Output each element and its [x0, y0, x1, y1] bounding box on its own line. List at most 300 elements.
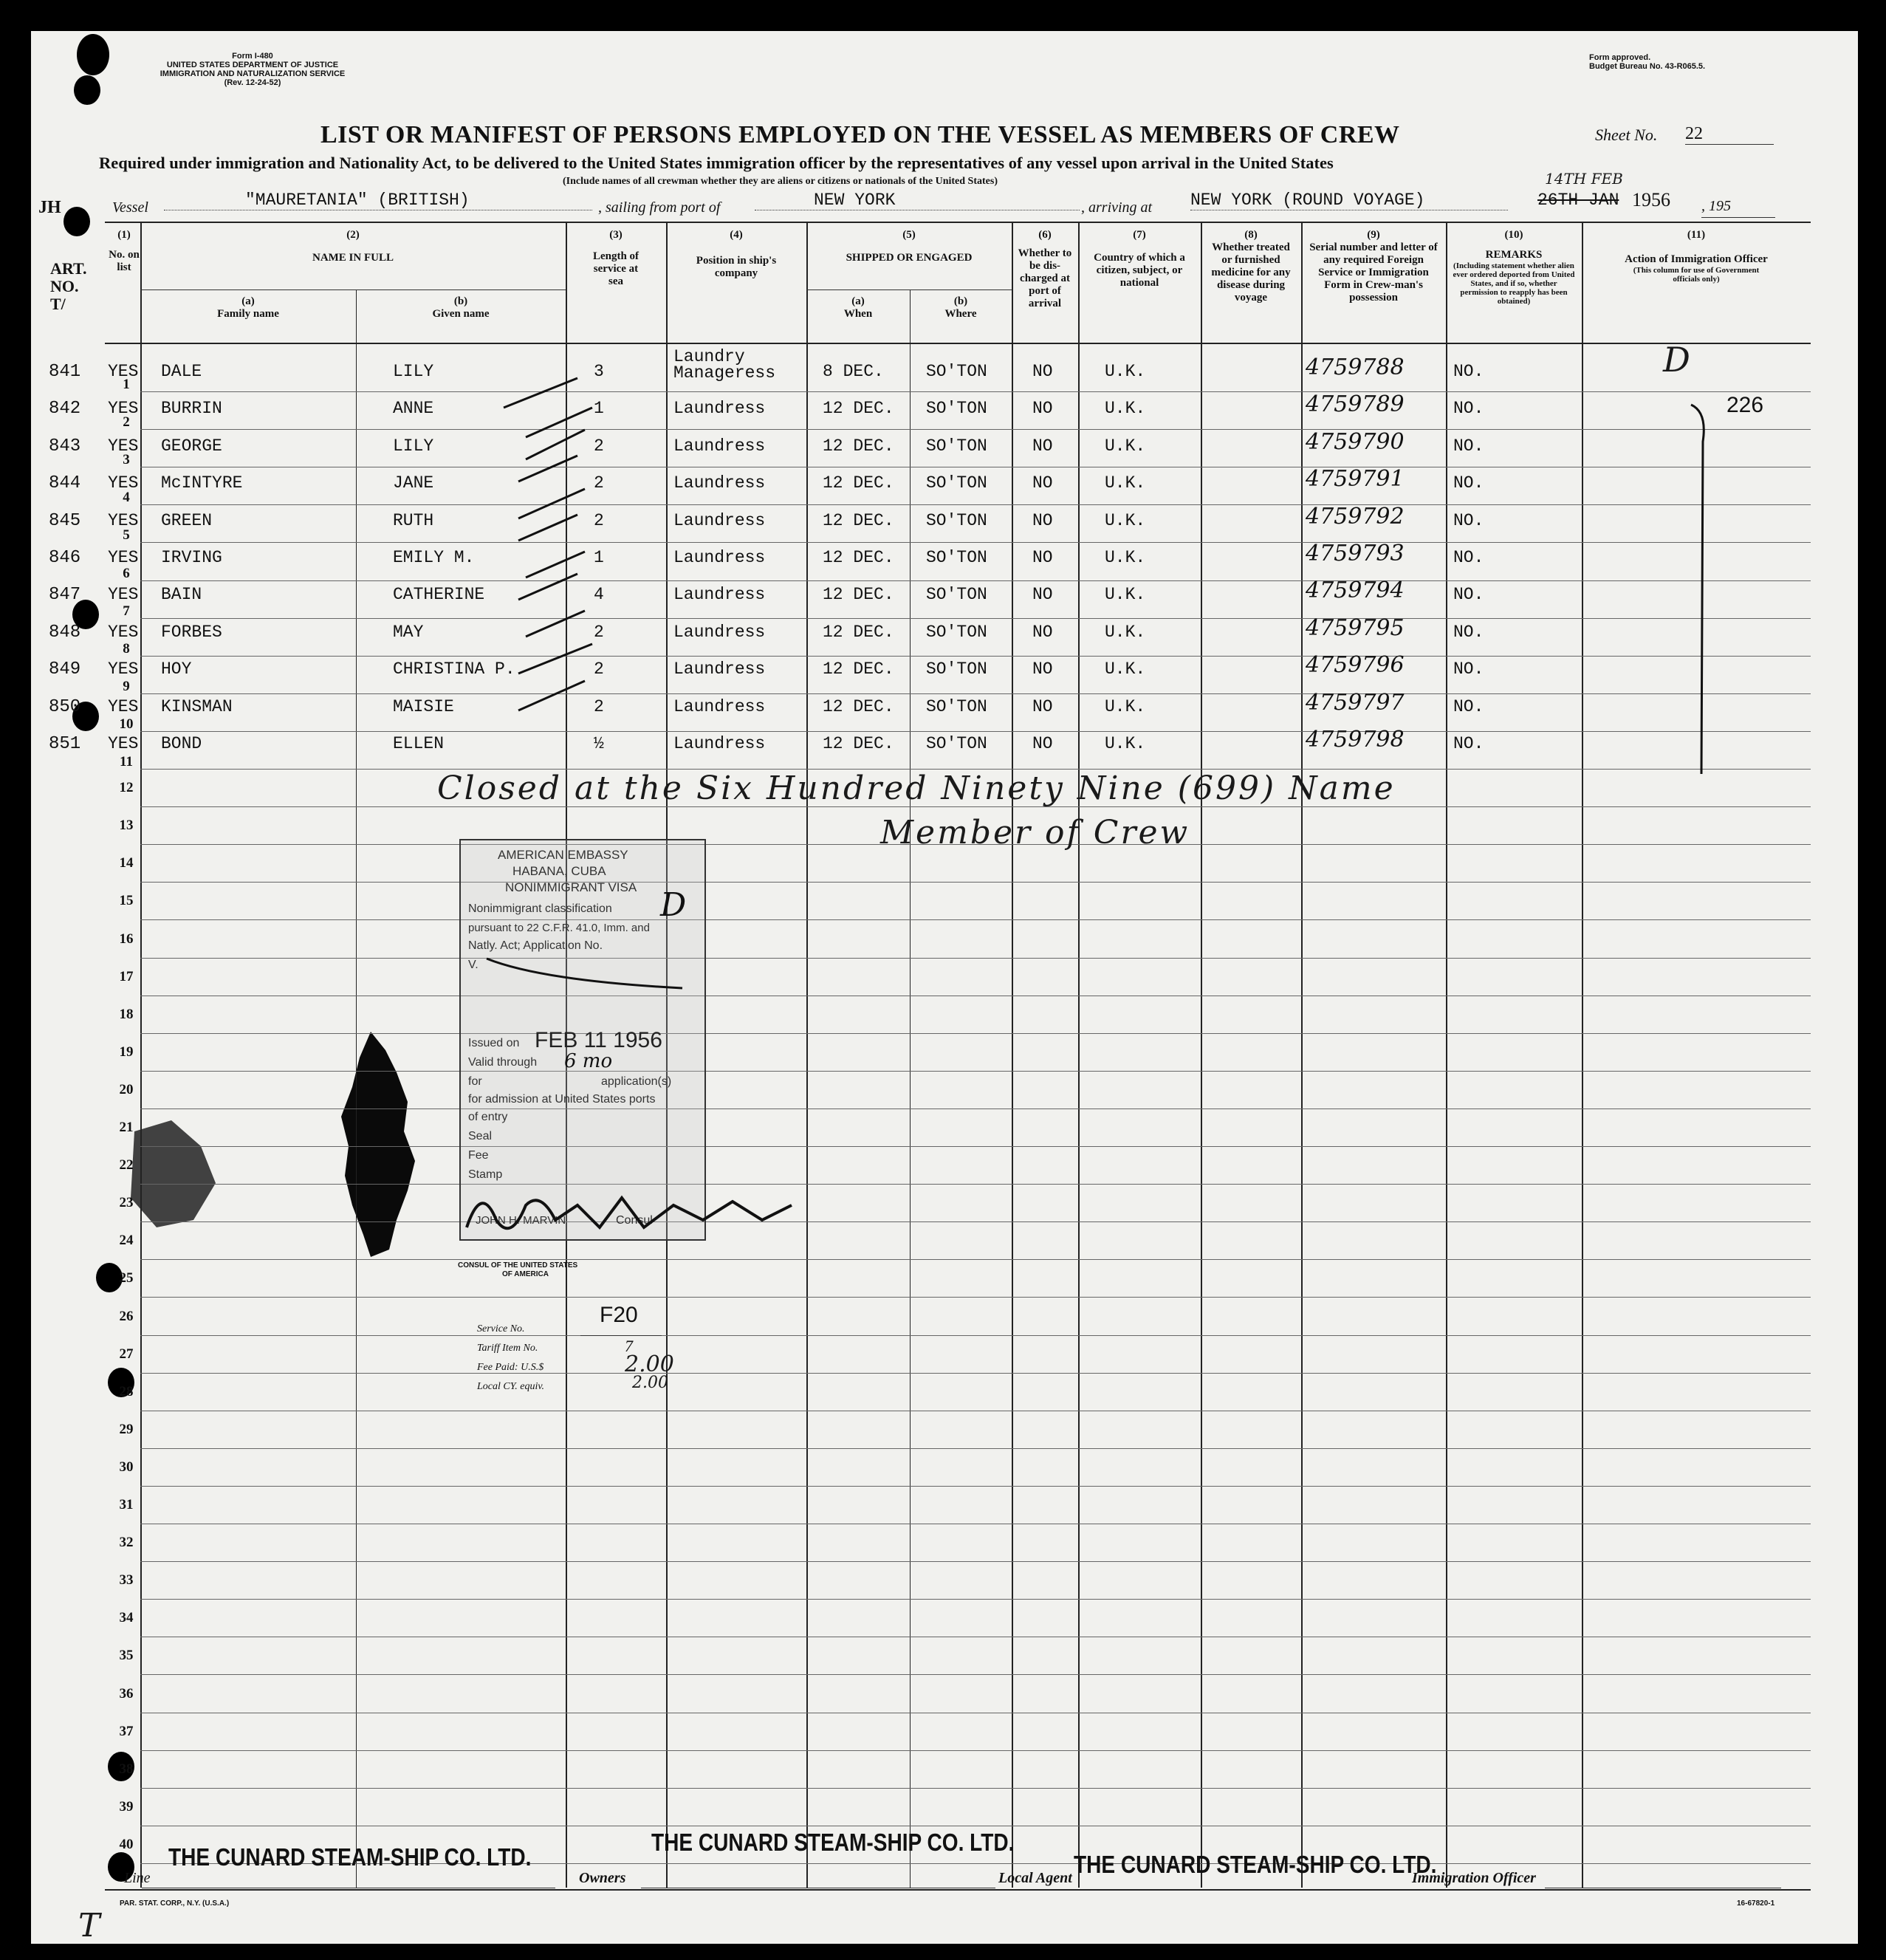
- line-number: 32: [119, 1535, 134, 1550]
- row-discharge: NO: [1032, 473, 1053, 493]
- row-on-list: YES: [108, 659, 139, 679]
- line-number: 8: [123, 641, 130, 657]
- subheader-rule: [806, 289, 1012, 290]
- subtitle: Required under immigration and Nationality Act, to be delivered to the United States immigration officer by the representatives of any vessel upon arrival in the United States: [99, 154, 1334, 172]
- row-given-name: MAY: [393, 623, 424, 642]
- col1-num: (1): [117, 229, 131, 241]
- row-discharge: NO: [1032, 734, 1053, 753]
- footer-agent-label: Local Agent: [998, 1870, 1072, 1886]
- row-shipped-when: 12 DEC.: [823, 585, 894, 604]
- col-rule: [1301, 223, 1303, 1888]
- line-number: 26: [119, 1309, 134, 1324]
- line-number: 31: [119, 1497, 134, 1512]
- row-art-number: 847: [49, 585, 81, 605]
- revision: (Rev. 12-24-52): [224, 78, 281, 87]
- col1-label: No. on list: [109, 249, 140, 273]
- line-number: 27: [119, 1346, 134, 1362]
- row-rule: [140, 429, 1811, 430]
- row-given-name: JANE: [393, 473, 434, 493]
- stamp-classification-label: Nonimmigrant classification: [468, 902, 612, 915]
- closing-note-line2: Member of Crew: [880, 814, 1190, 851]
- row-given-name: RUTH: [393, 511, 434, 530]
- col5b-header: [910, 295, 1012, 321]
- stamp-for-label: for: [468, 1075, 482, 1088]
- stamp-visa-type: NONIMMIGRANT VISA: [505, 880, 637, 894]
- col4-header: [666, 229, 806, 280]
- row-length-of-service: 2: [594, 623, 604, 642]
- stamp-consul: Consul: [616, 1214, 653, 1227]
- arriving-label: , arriving at: [1081, 199, 1153, 216]
- punch-hole: [64, 207, 90, 236]
- col5-num: (5): [902, 229, 916, 241]
- row-shipped-where: SO'TON: [926, 362, 987, 381]
- row-country: U.K.: [1105, 623, 1146, 642]
- col9-header: [1301, 229, 1446, 304]
- row-given-name: LILY: [393, 362, 434, 381]
- row-discharge: NO: [1032, 399, 1053, 418]
- row-family-name: IRVING: [161, 548, 222, 567]
- row-rule: [140, 1561, 1811, 1562]
- row-art-number: 846: [49, 548, 81, 568]
- row-rule: [140, 1750, 1811, 1751]
- sheet-label: Sheet No.: [1595, 126, 1658, 144]
- row-length-of-service: 2: [594, 659, 604, 679]
- page-title: LIST OR MANIFEST OF PERSONS EMPLOYED ON THE VESSEL AS MEMBERS OF CREW: [320, 121, 1400, 148]
- col3-label: Length of service at sea: [592, 250, 639, 287]
- col5a-label: When: [843, 308, 873, 320]
- arriving-port: NEW YORK (ROUND VOYAGE): [1190, 191, 1508, 210]
- col2-num: (2): [346, 229, 360, 241]
- row-position: Laundress: [673, 697, 766, 716]
- stamp-classification-value: D: [660, 886, 687, 924]
- line-number: 40: [119, 1837, 134, 1852]
- line-number: 2: [123, 414, 130, 430]
- row-discharge: NO: [1032, 659, 1053, 679]
- stamp-act: Natly. Act; Application No.: [468, 939, 603, 952]
- row-rule: [140, 618, 1811, 619]
- row-rule: [140, 1184, 1811, 1185]
- row-discharge: NO: [1032, 436, 1053, 456]
- row-rule: [140, 919, 1811, 920]
- col2-header: [140, 229, 566, 264]
- row-rule: [140, 542, 1811, 543]
- row-position: Laundry Manageress: [673, 347, 776, 383]
- row-country: U.K.: [1105, 436, 1146, 456]
- fee-code: F20: [600, 1303, 638, 1327]
- row-serial-number: 4759792: [1306, 504, 1405, 530]
- line-number: 28: [119, 1384, 134, 1399]
- local-equiv-label: Local CY. equiv.: [477, 1381, 545, 1392]
- col2a-label: Family name: [217, 308, 279, 320]
- row-position: Laundress: [673, 659, 766, 679]
- closing-note-line1: Closed at the Six Hundred Ninety Nine (699) Name: [437, 770, 1396, 807]
- arrival-year: 1956: [1632, 189, 1670, 210]
- arrival-date-struck: 26TH JAN: [1537, 191, 1619, 210]
- stamp-stamp: Stamp: [468, 1168, 503, 1181]
- vessel-name: "MAURETANIA" (BRITISH): [164, 191, 592, 210]
- row-shipped-when: 8 DEC.: [823, 362, 884, 381]
- row-serial-number: 4759788: [1306, 354, 1405, 380]
- row-given-name: ANNE: [393, 399, 434, 418]
- row-discharge: NO: [1032, 623, 1053, 642]
- row-length-of-service: 3: [594, 362, 604, 381]
- row-remarks: NO.: [1453, 585, 1484, 604]
- row-shipped-when: 12 DEC.: [823, 399, 894, 418]
- row-rule: [140, 693, 1811, 694]
- row-length-of-service: ½: [594, 734, 604, 753]
- row-on-list: YES: [108, 362, 139, 381]
- form-code: 16-67820-1: [1737, 1899, 1775, 1908]
- service-no-label: Service No.: [477, 1323, 525, 1334]
- col5b-label: Where: [944, 308, 977, 320]
- row-position: Laundress: [673, 436, 766, 456]
- service: IMMIGRATION AND NATURALIZATION SERVICE: [160, 69, 346, 78]
- col-rule: [806, 223, 808, 1888]
- row-serial-number: 4759795: [1306, 615, 1405, 641]
- crew-table-frame: [105, 222, 1811, 1891]
- line-number: 23: [119, 1195, 134, 1210]
- col7-header: [1078, 229, 1201, 289]
- col-rule: [1446, 223, 1447, 1888]
- line-number: 38: [119, 1761, 134, 1777]
- consul-title-line2: OF AMERICA: [502, 1270, 549, 1278]
- col11-note: (This column for use of Government officials only): [1633, 266, 1760, 284]
- line-number: 10: [119, 716, 134, 732]
- row-rule: [140, 1071, 1811, 1072]
- row-shipped-where: SO'TON: [926, 436, 987, 456]
- row-shipped-where: SO'TON: [926, 623, 987, 642]
- footer-line-value: THE CUNARD STEAM-SHIP CO. LTD.: [168, 1843, 532, 1871]
- col9-label: Serial number and letter of any required Foreign Service or Immigration Form in Crew-man's possession: [1309, 241, 1438, 304]
- stamp-valid-label: Valid through: [468, 1056, 538, 1069]
- sheet-number: 22: [1685, 124, 1774, 145]
- tariff-value: 7: [625, 1337, 633, 1355]
- subheader-rule: [140, 289, 566, 290]
- form-approval: [1589, 53, 1705, 71]
- row-rule: [140, 391, 1811, 392]
- row-given-name: ELLEN: [393, 734, 445, 753]
- row-discharge: NO: [1032, 585, 1053, 604]
- row-shipped-when: 12 DEC.: [823, 511, 894, 530]
- service-no-field: [580, 1323, 662, 1336]
- row-length-of-service: 1: [594, 399, 604, 418]
- row-shipped-when: 12 DEC.: [823, 623, 894, 642]
- row-remarks: NO.: [1453, 548, 1484, 567]
- line-number: 36: [119, 1686, 134, 1702]
- art-label: ART.: [50, 259, 87, 278]
- row-country: U.K.: [1105, 362, 1146, 381]
- row-serial-number: 4759789: [1306, 391, 1405, 417]
- col8-num: (8): [1244, 229, 1258, 241]
- row-shipped-where: SO'TON: [926, 697, 987, 716]
- row-rule: [140, 958, 1811, 959]
- row-country: U.K.: [1105, 697, 1146, 716]
- row-on-list: YES: [108, 585, 139, 604]
- row-rule: [140, 1448, 1811, 1449]
- row-rule: [140, 1788, 1811, 1789]
- footer-owners-label: Owners: [579, 1870, 626, 1886]
- row-remarks: NO.: [1453, 511, 1484, 530]
- stamp-city: HABANA, CUBA: [512, 864, 606, 878]
- rule: [1701, 217, 1775, 218]
- row-family-name: BURRIN: [161, 399, 222, 418]
- row-serial-number: 4759796: [1306, 652, 1405, 678]
- stamp-admission: for admission at United States ports: [468, 1093, 656, 1106]
- line-number: 15: [119, 893, 134, 908]
- stamp-v: V.: [468, 959, 479, 971]
- line-number: 12: [119, 780, 134, 795]
- line-number: 13: [119, 818, 134, 833]
- footer-agent-value: THE CUNARD STEAM-SHIP CO. LTD.: [1074, 1851, 1437, 1878]
- line-number: 33: [119, 1572, 134, 1588]
- row-on-list: YES: [108, 623, 139, 642]
- col5-header: [806, 229, 1012, 264]
- action-bracket: [1685, 397, 1715, 781]
- col-rule: [1582, 223, 1583, 1888]
- row-shipped-when: 12 DEC.: [823, 436, 894, 456]
- row-shipped-where: SO'TON: [926, 548, 987, 567]
- action-d-mark: D: [1663, 340, 1690, 380]
- row-rule: [140, 1297, 1811, 1298]
- col10-header: [1446, 229, 1582, 306]
- col-rule: [1012, 223, 1013, 1888]
- row-on-list: YES: [108, 399, 139, 418]
- col5a-header: [806, 295, 910, 321]
- col11-label: Action of Immigration Officer: [1625, 253, 1768, 265]
- manifest-sheet: [31, 31, 1858, 1944]
- line-number: 30: [119, 1459, 134, 1475]
- art-t-label: T/: [50, 295, 66, 313]
- row-shipped-where: SO'TON: [926, 399, 987, 418]
- arrival-date-handwritten: 14TH FEB: [1545, 170, 1623, 188]
- line-number: 9: [123, 679, 130, 694]
- vessel-label: Vessel: [112, 199, 148, 216]
- col2b-label: Given name: [432, 308, 490, 320]
- row-given-name: CATHERINE: [393, 585, 485, 604]
- row-remarks: NO.: [1453, 473, 1484, 493]
- row-discharge: NO: [1032, 697, 1053, 716]
- line-number: 19: [119, 1044, 134, 1060]
- line-number: 37: [119, 1724, 134, 1739]
- row-rule: [140, 1335, 1811, 1336]
- row-country: U.K.: [1105, 734, 1146, 753]
- row-serial-number: 4759791: [1306, 466, 1405, 492]
- row-remarks: NO.: [1453, 362, 1484, 381]
- footer-owners-value: THE CUNARD STEAM-SHIP CO. LTD.: [651, 1829, 1015, 1856]
- row-on-list: YES: [108, 473, 139, 493]
- col-rule: [356, 289, 357, 1888]
- row-country: U.K.: [1105, 511, 1146, 530]
- col4-num: (4): [730, 229, 743, 241]
- row-shipped-where: SO'TON: [926, 473, 987, 493]
- line-number: 14: [119, 855, 134, 871]
- line-number: 3: [123, 452, 130, 467]
- line-number: 6: [123, 566, 130, 581]
- tariff-label: Tariff Item No.: [477, 1343, 538, 1354]
- row-shipped-when: 12 DEC.: [823, 697, 894, 716]
- line-number: 7: [123, 603, 130, 619]
- col7-num: (7): [1133, 229, 1146, 241]
- row-remarks: NO.: [1453, 623, 1484, 642]
- col2-label: NAME IN FULL: [312, 252, 394, 264]
- row-rule: [140, 1146, 1811, 1147]
- row-on-list: YES: [108, 511, 139, 530]
- col3-num: (3): [609, 229, 623, 241]
- col2a-num: (a): [241, 295, 255, 307]
- row-shipped-when: 12 DEC.: [823, 734, 894, 753]
- row-remarks: NO.: [1453, 697, 1484, 716]
- row-art-number: 843: [49, 436, 81, 456]
- row-length-of-service: 2: [594, 697, 604, 716]
- row-discharge: NO: [1032, 548, 1053, 567]
- row-given-name: MAISIE: [393, 697, 454, 716]
- row-serial-number: 4759798: [1306, 727, 1405, 753]
- consul-title-line1: CONSUL OF THE UNITED STATES: [458, 1261, 578, 1269]
- row-country: U.K.: [1105, 399, 1146, 418]
- stamp-of-entry: of entry: [468, 1111, 508, 1123]
- row-art-number: 845: [49, 511, 81, 531]
- line-number: 11: [120, 754, 133, 770]
- line-number: 22: [119, 1157, 134, 1173]
- row-position: Laundress: [673, 473, 766, 493]
- line-number: 4: [123, 490, 130, 505]
- col10-label: REMARKS: [1485, 249, 1543, 261]
- row-family-name: FORBES: [161, 623, 222, 642]
- col6-header: [1012, 229, 1078, 310]
- col-rule: [910, 289, 911, 1888]
- row-shipped-when: 12 DEC.: [823, 659, 894, 679]
- fee-paid-value: 2.00: [625, 1351, 674, 1377]
- row-remarks: NO.: [1453, 436, 1484, 456]
- row-art-number: 842: [49, 399, 81, 419]
- row-given-name: CHRISTINA P.: [393, 659, 515, 679]
- row-serial-number: 4759793: [1306, 541, 1405, 566]
- row-family-name: DALE: [161, 362, 202, 381]
- row-on-list: YES: [108, 734, 139, 753]
- col11-header: [1582, 229, 1811, 284]
- stamp-seal: Seal: [468, 1130, 493, 1142]
- col2b-header: [356, 295, 566, 321]
- row-on-list: YES: [108, 436, 139, 456]
- local-equiv-value: 2.00: [632, 1374, 668, 1392]
- row-on-list: YES: [108, 548, 139, 567]
- sailing-port: NEW YORK: [755, 191, 1080, 210]
- stamp-applications: application(s): [601, 1075, 672, 1088]
- form-number: Form I-480: [232, 52, 273, 61]
- year-suffix: , 195: [1701, 198, 1731, 214]
- row-position: Laundress: [673, 585, 766, 604]
- row-shipped-when: 12 DEC.: [823, 473, 894, 493]
- header-bottom-rule: [105, 343, 1811, 344]
- col-rule: [140, 223, 142, 1888]
- col7-label: Country of which a citizen, subject, or national: [1094, 252, 1185, 289]
- row-family-name: GREEN: [161, 511, 213, 530]
- stamp-pursuant: pursuant to 22 C.F.R. 41.0, Imm. and: [468, 922, 650, 934]
- row-remarks: NO.: [1453, 659, 1484, 679]
- row-length-of-service: 2: [594, 473, 604, 493]
- stamp-valid-value: 6 mo: [564, 1050, 613, 1072]
- col9-num: (9): [1367, 229, 1380, 241]
- row-length-of-service: 1: [594, 548, 604, 567]
- row-family-name: McINTYRE: [161, 473, 243, 493]
- punch-hole: [74, 75, 100, 105]
- department: UNITED STATES DEPARTMENT OF JUSTICE: [166, 61, 339, 69]
- row-rule: [140, 504, 1811, 505]
- row-rule: [140, 580, 1811, 581]
- sailing-label: , sailing from port of: [598, 199, 721, 216]
- row-length-of-service: 4: [594, 585, 604, 604]
- form-header-block: [105, 52, 400, 87]
- fee-paid-label: Fee Paid: U.S.$: [477, 1362, 544, 1373]
- row-art-number: 851: [49, 734, 81, 754]
- printer-line: PAR. STAT. CORP., N.Y. (U.S.A.): [120, 1899, 230, 1908]
- row-serial-number: 4759797: [1306, 690, 1405, 716]
- stamp-fee: Fee: [468, 1149, 489, 1162]
- row-rule: [140, 1486, 1811, 1487]
- row-country: U.K.: [1105, 473, 1146, 493]
- row-position: Laundress: [673, 399, 766, 418]
- row-shipped-where: SO'TON: [926, 511, 987, 530]
- footer-officer-label: Immigration Officer: [1412, 1870, 1536, 1886]
- col6-num: (6): [1038, 229, 1052, 241]
- art-label-block: [50, 260, 87, 313]
- line-number: 5: [123, 527, 130, 543]
- line-number: 18: [119, 1007, 134, 1022]
- col2b-num: (b): [453, 295, 468, 307]
- row-art-number: 849: [49, 659, 81, 679]
- row-serial-number: 4759790: [1306, 429, 1405, 455]
- row-shipped-where: SO'TON: [926, 734, 987, 753]
- row-family-name: BAIN: [161, 585, 202, 604]
- row-art-number: 848: [49, 623, 81, 643]
- col10-num: (10): [1504, 229, 1523, 241]
- row-art-number: 850: [49, 697, 81, 717]
- col4-label: Position in ship's company: [696, 255, 777, 279]
- line-number: 1: [123, 377, 130, 392]
- tick-marks: [474, 371, 651, 784]
- row-rule: [140, 882, 1811, 883]
- row-rule: [140, 1033, 1811, 1034]
- row-art-number: 844: [49, 473, 81, 493]
- row-country: U.K.: [1105, 585, 1146, 604]
- row-discharge: NO: [1032, 362, 1053, 381]
- count-226: 226: [1726, 393, 1764, 417]
- col10-note: (Including statement whether alien ever ordered deported from United States, and if so, whether permission to reapply has been obtained): [1453, 261, 1575, 306]
- line-number: 34: [119, 1610, 134, 1625]
- stamp-consul-name: JOHN H. MARVIN: [476, 1214, 566, 1227]
- footer-line-label: Line: [124, 1870, 151, 1886]
- line-number: 39: [119, 1799, 134, 1815]
- row-rule: [140, 1599, 1811, 1600]
- approval-text: Form approved.: [1589, 53, 1651, 62]
- col5-label: SHIPPED OR ENGAGED: [846, 252, 973, 264]
- col2a-header: [140, 295, 356, 321]
- row-serial-number: 4759794: [1306, 578, 1405, 603]
- row-art-number: 841: [49, 362, 81, 382]
- row-remarks: NO.: [1453, 734, 1484, 753]
- budget-text: Budget Bureau No. 43-R065.5.: [1589, 62, 1706, 71]
- row-length-of-service: 2: [594, 436, 604, 456]
- line-number: 16: [119, 931, 134, 947]
- row-rule: [140, 1674, 1811, 1675]
- line-number: 29: [119, 1422, 134, 1437]
- consul-title: [458, 1261, 577, 1279]
- stamp-issued-date: FEB 11 1956: [535, 1028, 662, 1052]
- row-position: Laundress: [673, 734, 766, 753]
- row-family-name: HOY: [161, 659, 192, 679]
- row-family-name: GEORGE: [161, 436, 222, 456]
- row-rule: [140, 1221, 1811, 1222]
